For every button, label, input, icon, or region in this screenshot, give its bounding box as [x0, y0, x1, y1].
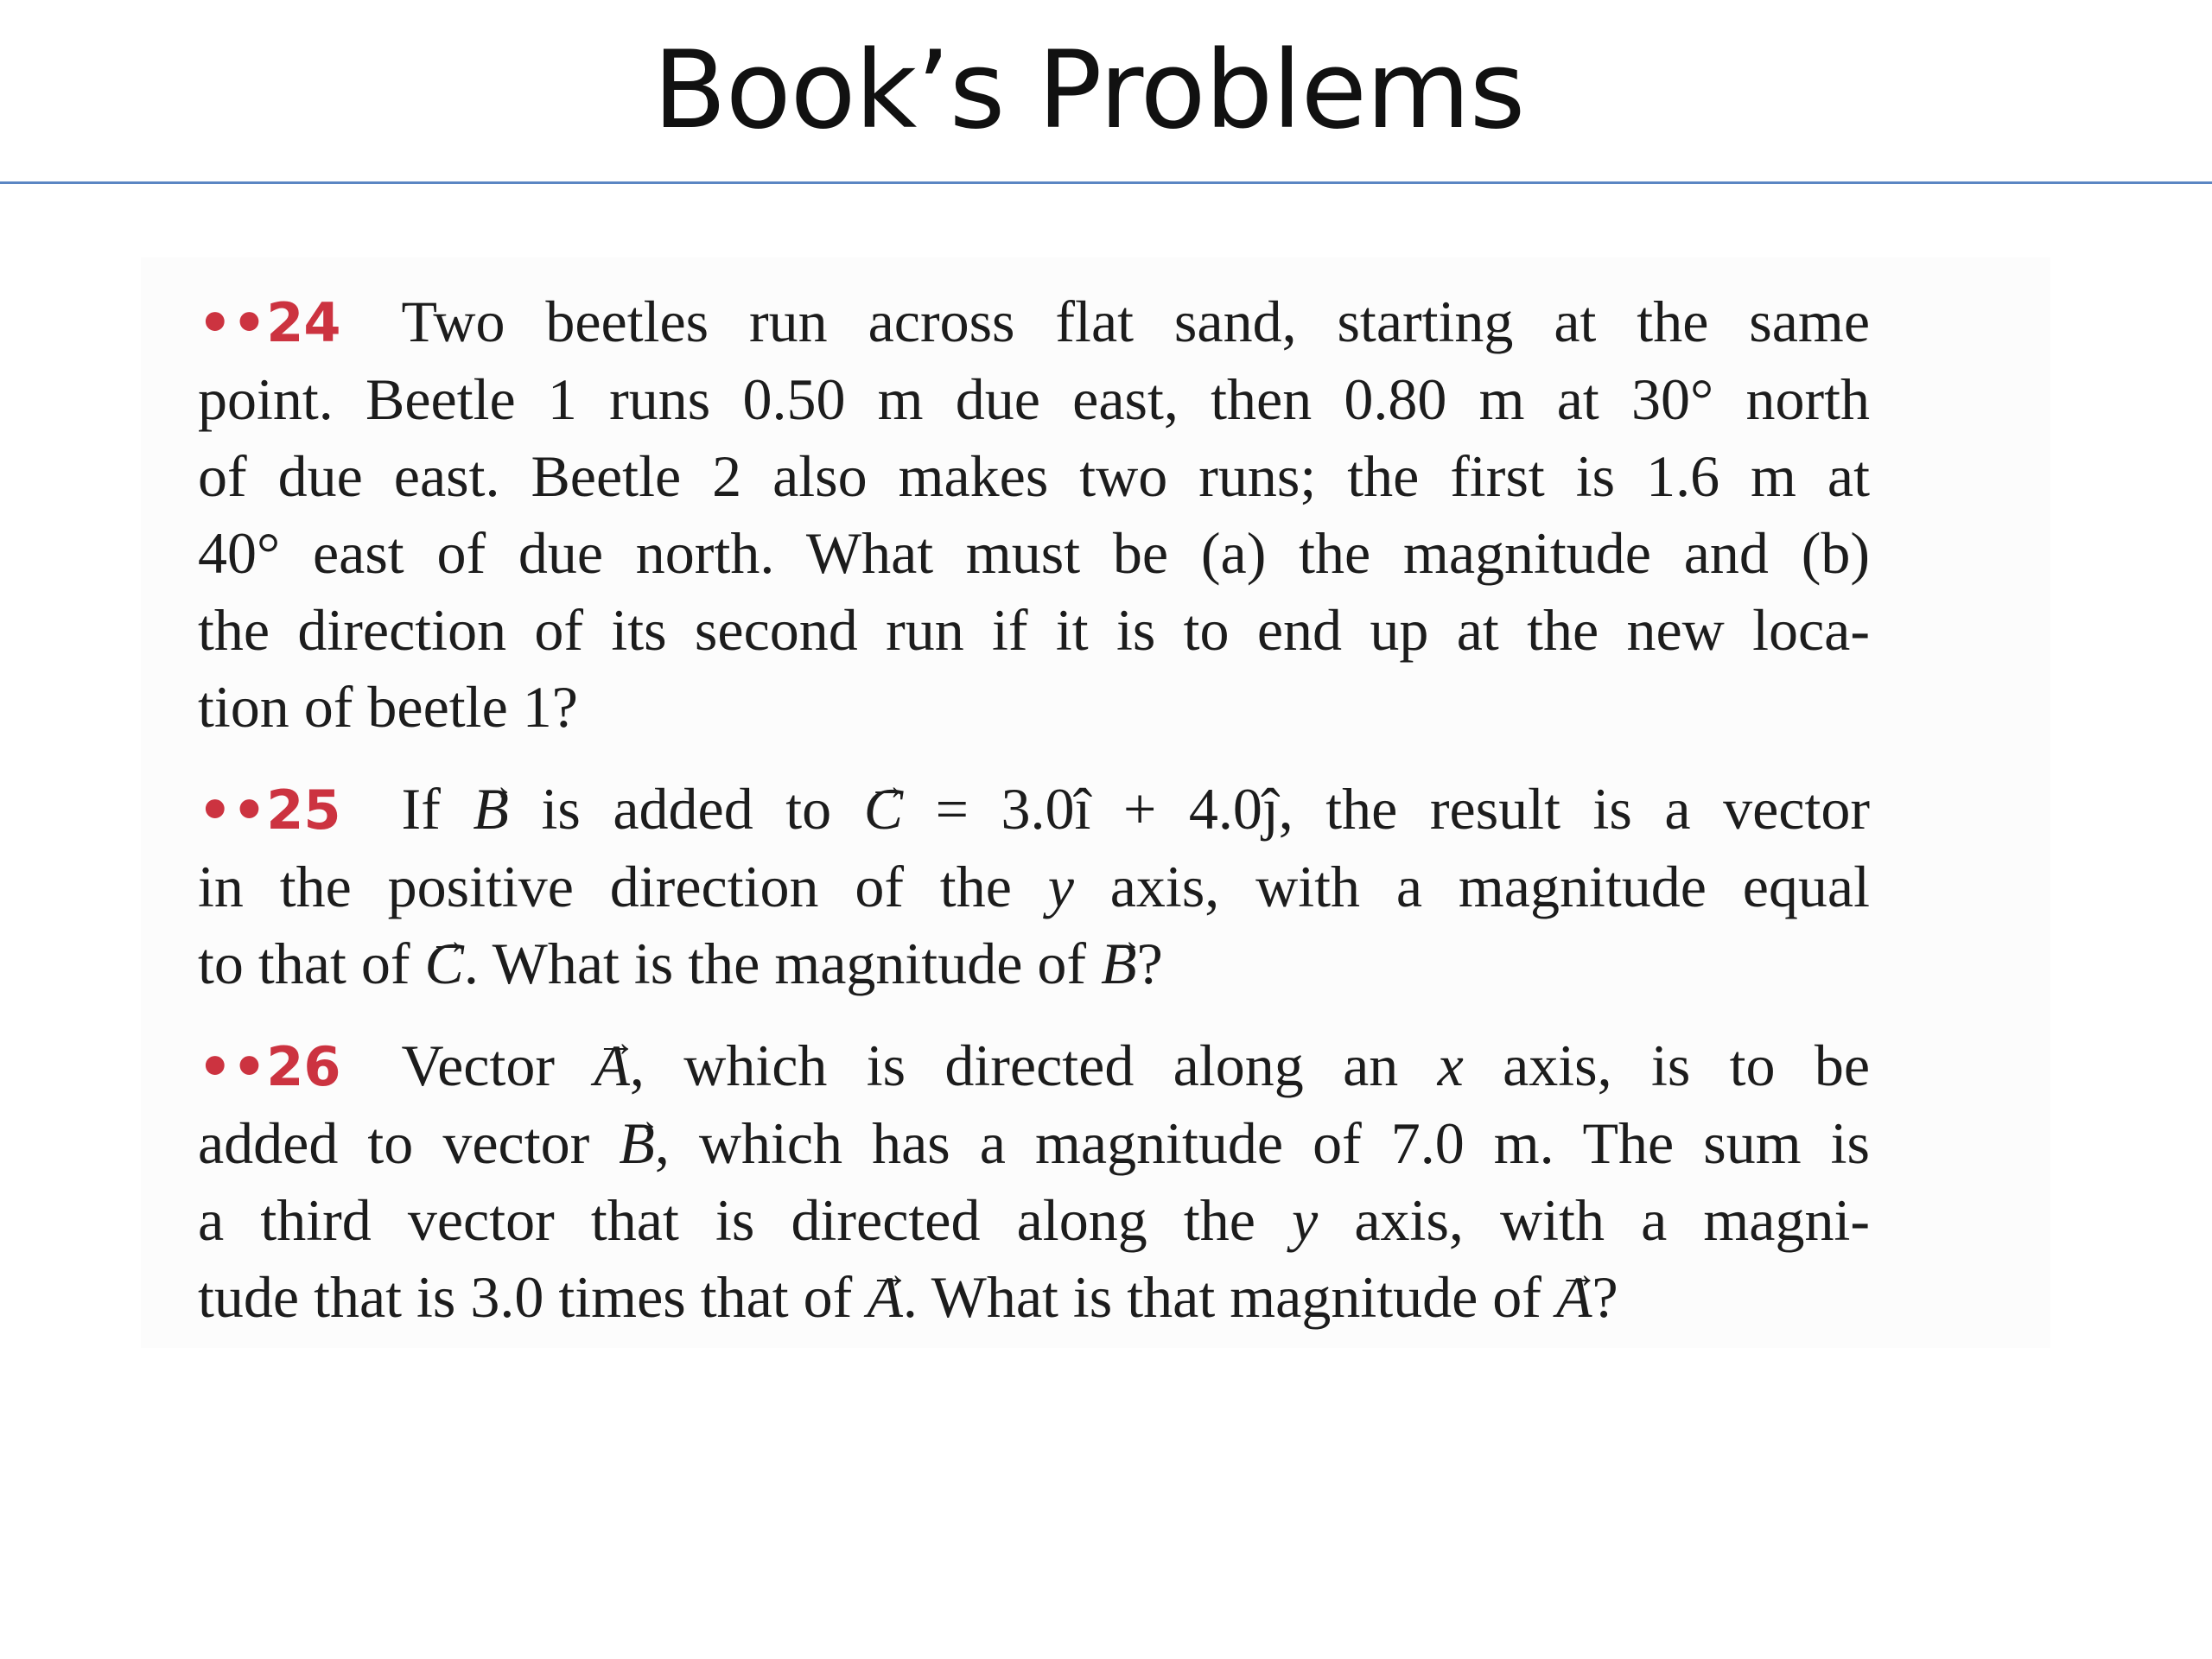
text-fragment: axis, with a magnitude equal: [1109, 854, 1870, 919]
text-fragment: , which has a magnitude of 7.0 m. The sum is: [654, 1110, 1870, 1176]
vector-a-symbol: → A: [867, 1259, 903, 1336]
text-fragment: to that of: [198, 931, 410, 996]
problem-line: [198, 1027, 1870, 1105]
problem-number: ••25: [198, 779, 341, 842]
vector-a-symbol: → A: [594, 1027, 630, 1104]
text-fragment: . What is the magnitude of: [463, 931, 1087, 996]
text-fragment: is added to: [541, 776, 832, 842]
text-fragment: tude that is 3.0 times that of: [198, 1264, 853, 1330]
problem-line: tion of beetle 1?: [198, 674, 578, 740]
y-axis-symbol: y: [1047, 854, 1074, 919]
problem-line: [198, 1105, 1870, 1182]
vector-b-symbol: → B: [619, 1105, 655, 1182]
vector-a-symbol: → A: [1556, 1259, 1592, 1336]
y-axis-symbol: y: [1292, 1187, 1319, 1253]
text-fragment: ?: [1592, 1264, 1618, 1330]
problem-text: Two beetles run across flat sand, starting at the same: [401, 289, 1870, 354]
problem-line: [198, 1182, 1870, 1259]
text-fragment: a third vector that is directed along the: [198, 1187, 1255, 1253]
title-divider: [0, 181, 2212, 184]
vector-b-symbol: → B: [1101, 925, 1137, 1002]
text-fragment: ?: [1136, 931, 1163, 996]
problem-line: [198, 1259, 1870, 1336]
problem-line: point. Beetle 1 runs 0.50 m due east, then 0.80 m at 30° north: [198, 366, 1870, 432]
problem-line: 40° east of due north. What must be (a) the magnitude and (b): [198, 520, 1870, 586]
problem-line: [198, 283, 1870, 361]
text-fragment: . What is that magnitude of: [902, 1264, 1541, 1330]
text-fragment: in the positive direction of the: [198, 854, 1012, 919]
problem-25: [198, 771, 1870, 1002]
problem-number: ••24: [198, 291, 341, 354]
text-fragment: If: [401, 776, 441, 842]
problem-line: [198, 771, 1870, 849]
text-fragment: Vector: [401, 1033, 556, 1098]
x-axis-symbol: x: [1437, 1033, 1464, 1098]
text-fragment: axis, is to be: [1503, 1033, 1871, 1098]
text-fragment: = 3.0î + 4.0ĵ, the result is a vector: [935, 776, 1871, 842]
problem-number: ••26: [198, 1035, 341, 1098]
problem-line: the direction of its second run if it is to end up at the new loca-: [198, 597, 1870, 663]
slide-title: Book’s Problems: [652, 29, 1525, 153]
problem-line: of due east. Beetle 2 also makes two runs; the first is 1.6 m at: [198, 443, 1870, 509]
problem-line: [198, 925, 1870, 1002]
textbook-excerpt: [141, 257, 2050, 1348]
vector-c-symbol: → C: [425, 925, 464, 1002]
vector-b-symbol: → B: [473, 771, 509, 848]
text-fragment: added to vector: [198, 1110, 590, 1176]
text-fragment: axis, with a magni-: [1354, 1187, 1871, 1253]
text-fragment: , which is directed along an: [629, 1033, 1399, 1098]
vector-c-symbol: → C: [864, 771, 903, 848]
problem-26: [198, 1027, 1870, 1336]
problem-24: [198, 283, 1870, 746]
